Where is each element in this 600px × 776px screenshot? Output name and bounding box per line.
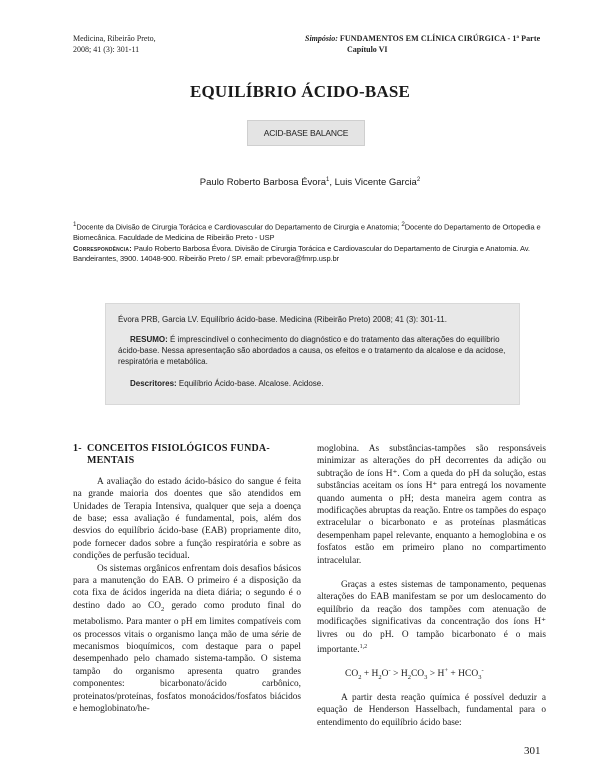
- section-heading: [73, 443, 301, 468]
- symposium-header: [305, 33, 540, 55]
- reference-marker: 1,2: [359, 644, 368, 651]
- eq-sub: 3: [478, 673, 482, 681]
- eq-sub: 2: [407, 673, 411, 681]
- section-title-line1: CONCEITOS FISIOLÓGICOS FUNDA-: [87, 443, 270, 454]
- eq-sub: 2: [358, 673, 362, 681]
- eq-sub: 3: [424, 673, 428, 681]
- journal-volume: 2008; 41 (3): 301-11: [73, 45, 140, 54]
- subscript: 2: [160, 605, 165, 613]
- chapter-label: Capítulo VI: [347, 45, 388, 54]
- keywords-label: Descritores:: [130, 379, 177, 388]
- paragraph: A partir desta reação química é possível deduzir a equação de Henderson Hasselbach, fundamental para o entendimento do equilíbrio ácido base:: [317, 693, 546, 728]
- eq-term: > H: [427, 668, 445, 679]
- author-2: Luis Vicente Garcia: [334, 177, 417, 189]
- author-1: Paulo Roberto Barbosa Évora: [199, 177, 327, 189]
- resumo-label: RESUMO:: [130, 335, 168, 344]
- section-title-line2: MENTAIS: [87, 455, 135, 467]
- symposium-title: FUNDAMENTOS EM CLÍNICA CIRÚRGICA - 1ª Parte: [339, 34, 541, 43]
- symposium-label: Simpósio:: [305, 34, 338, 43]
- journal-name: Medicina, Ribeirão Preto,: [73, 34, 156, 43]
- paragraph: [317, 579, 546, 657]
- keywords-text: Equilíbrio Ácido-base. Alcalose. Acidose.: [176, 379, 324, 388]
- correspondence: [73, 244, 553, 265]
- english-title: ACID-BASE BALANCE: [263, 128, 349, 138]
- abstract-keywords: [130, 378, 323, 389]
- paragraph-part: gerado como produto final do metabolismo. Para manter o pH em limites compatíveis com os processos vitais o organismo lança mão de uma série de mecanismos bioquímicos, com destaque para o papel desempenhado pelo chamado sistema-tampão. O sistema tampão do organismo apresenta quatro grandes componentes: bicarbonato/ácido carbônico, proteinatos/proteínas, fosfatos monoácidos/fosfatos biácidos e hemoglobinato/he-: [73, 600, 301, 714]
- author-separator: ,: [329, 177, 335, 189]
- page-number: 301: [524, 745, 541, 757]
- eq-term: + H: [361, 668, 379, 679]
- abstract-body: [118, 334, 510, 367]
- article-title: EQUILÍBRIO ÁCIDO-BASE: [189, 82, 411, 101]
- affiliation-1-sup: 1: [73, 221, 77, 228]
- eq-sup: +: [444, 666, 449, 674]
- author-2-sup: 2: [416, 177, 421, 183]
- author-1-sup: 1: [326, 177, 330, 183]
- section-number: 1-: [73, 443, 82, 454]
- resumo-text: É imprescindível o conhecimento do diagnóstico e do tratamento das alterações do equilíbrio ácido-base. Nessa apresentação são abordados a causa, os efeitos e o tratamento da alcalose e da acidose, respiratória e metabólica.: [118, 335, 506, 366]
- english-title-box: [247, 120, 365, 146]
- paragraph: A avaliação do estado ácido-básico do sangue é feita na grande maioria dos doentes que são atendidos em Unidades de Terapia Intensiva, qualquer que seja a doença de base; essa avaliação é fundamental, pois, além dos desvios do equilíbrio ácido-base (EAB) propriamente dito, pode fornecer dados sobre a função respiratória e sobre as condições de perfusão tecidual.: [73, 476, 301, 562]
- eq-sup: -: [481, 666, 484, 674]
- abstract-citation: Évora PRB, Garcia LV. Equilíbrio ácido-base. Medicina (Ribeirão Preto) 2008; 41 (3): 301-11.: [118, 315, 447, 324]
- affiliation-lines: [73, 220, 553, 244]
- eq-sup: -: [388, 666, 391, 674]
- affiliation-2: Docente do Departamento de Ortopedia e Biomecânica. Faculdade de Medicina de Ribeirão Preto - USP: [73, 222, 541, 242]
- journal-citation-header: [73, 33, 156, 55]
- eq-term: CO: [345, 668, 359, 679]
- eq-term: CO: [410, 668, 425, 679]
- paragraph-part: Graças a estes sistemas de tamponamento, pequenas alterações do EAB manifestam se por um deslocamento do equilíbrio da reação dos tampões com atenuação de modificações significativas da concentração dos íons H⁺ livres ou do pH. O tampão bicarbonato é o mais importante.: [317, 580, 546, 656]
- correspondence-text: Paulo Roberto Barbosa Évora. Divisão de Cirurgia Torácica e Cardiovascular do Departamento de Cirurgia e Anatomia. Av. Bandeirantes, 3900. 14048-900. Ribeirão Preto / SP. email: prbevora@fmrp.usp.br: [73, 243, 530, 263]
- eq-term: > H: [390, 668, 408, 679]
- affiliation-1: Docente da Divisão de Cirurgia Torácica e Cardiovascular do Departamento de Cirurgia e Anatomia;: [76, 222, 402, 232]
- eq-term: + HCO: [448, 668, 479, 679]
- affiliations: [73, 220, 553, 265]
- eq-term: O: [381, 668, 389, 679]
- paragraph: [73, 563, 301, 716]
- eq-sub: 2: [378, 673, 382, 681]
- paragraph: moglobina. As substâncias-tampões são responsáveis minimizar as alterações do pH decorrentes da adição ou subtração de íons H⁺. Com a queda do pH da solução, estas substâncias aceitam os íons H⁺ para entregá los novamente quando aumenta o pH; desta maneira agem contra as modificações abruptas da reação. Entre os tampões do espaço extracelular o bicarbonato e as proteínas plasmáticas desempenham papel relevante, enquanto a hemoglobina e os fosfatos estão em primeiro plano no compartimento intracelular.: [317, 444, 546, 566]
- paragraph-part: Os sistemas orgânicos enfrentam dois desafios básicos para a manutenção do EAB. O primeiro é a disposição da cota fixa de ácidos ingerida na dieta diária; o segundo é o destino dado ao CO: [73, 563, 301, 611]
- author-list: [0, 177, 600, 188]
- body-column-left: [73, 443, 301, 715]
- body-column-right: [317, 443, 546, 729]
- buffer-equation: [317, 665, 546, 684]
- abstract-box: [105, 303, 520, 405]
- correspondence-label: Correspondência:: [73, 243, 132, 253]
- affiliation-2-sup: 2: [401, 221, 405, 228]
